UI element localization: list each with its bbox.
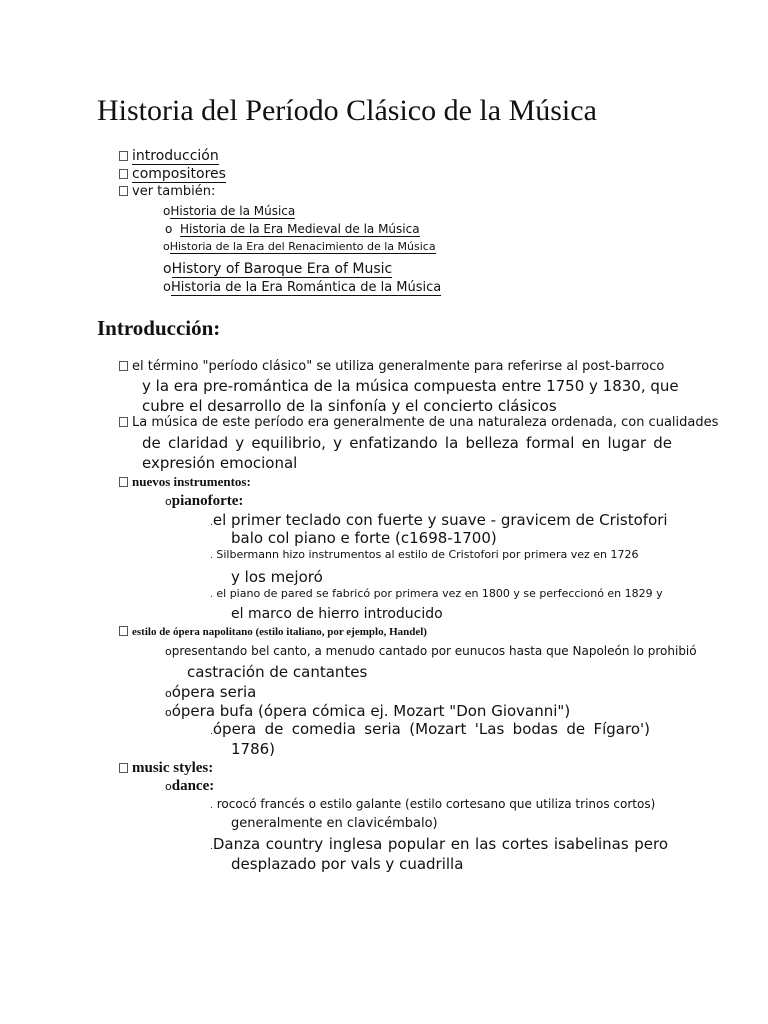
square-bullet-icon: [119, 626, 128, 636]
page-title: Historia del Período Clásico de la Música: [97, 94, 597, 127]
list-item-continuation: balo col piano e forte (c1698-1700): [231, 529, 497, 547]
see-also-link[interactable]: History of Baroque Era of Music: [171, 261, 393, 277]
list-item: .Danza country inglesa popular en las cortes isabelinas pero: [210, 835, 668, 853]
list-heading-instruments: nuevos instrumentos:: [119, 474, 251, 490]
list-heading-music-styles: music styles:: [119, 760, 213, 777]
toc-item-introduccion[interactable]: [119, 148, 219, 164]
sublist-heading-dance: odance:: [165, 778, 215, 794]
see-also-item[interactable]: [163, 240, 436, 253]
paragraph-line: y la era pre-romántica de la música compuesta entre 1750 y 1830, que: [142, 377, 679, 395]
list-item-continuation: castración de cantantes: [187, 663, 368, 681]
paragraph-line: el término "período clásico" se utiliza generalmente para referirse al post-barroco: [119, 359, 664, 374]
list-item: oópera bufa (ópera cómica ej. Mozart "Don Giovanni"): [165, 702, 571, 720]
circle-bullet-icon: o: [163, 261, 172, 277]
dot-bullet-icon: .: [210, 842, 213, 852]
list-item: .el primer teclado con fuerte y suave - gravicem de Cristofori: [210, 511, 668, 529]
circle-bullet-icon: o: [165, 222, 173, 236]
paragraph-line: La música de este período era generalmente de una naturaleza ordenada, con cualidades: [119, 415, 718, 430]
dot-bullet-icon: .: [210, 727, 213, 737]
list-item: oópera seria: [165, 683, 257, 701]
circle-bullet-icon: o: [165, 687, 172, 700]
circle-bullet-icon: o: [163, 280, 171, 295]
see-also-link[interactable]: Historia de la Era Medieval de la Música: [179, 222, 420, 236]
toc-see-also: [119, 184, 215, 199]
paragraph-line: cubre el desarrollo de la sinfonía y el concierto clásicos: [142, 397, 557, 415]
list-item-continuation: 1786): [231, 740, 276, 758]
sublist-heading-pianoforte: opianoforte:: [165, 493, 244, 509]
dot-bullet-icon: .: [210, 801, 213, 811]
toc-link-introduccion[interactable]: introducción: [132, 148, 219, 164]
circle-bullet-icon: o: [163, 240, 170, 253]
see-also-item[interactable]: [165, 222, 420, 236]
see-also-item[interactable]: [163, 204, 295, 218]
list-item-continuation: generalmente en clavicémbalo): [231, 816, 438, 831]
toc-item-compositores[interactable]: [119, 166, 226, 182]
list-item: . Silbermann hizo instrumentos al estilo de Cristofori por primera vez en 1726: [210, 548, 639, 561]
list-heading-opera: estilo de ópera napolitano (estilo italiano, por ejemplo, Handel): [119, 626, 427, 638]
list-item: .ópera de comedia seria (Mozart 'Las bodas de Fígaro'): [210, 720, 650, 738]
square-bullet-icon: [119, 417, 128, 427]
dot-bullet-icon: .: [210, 551, 213, 561]
paragraph-line: de claridad y equilibrio, y enfatizando la belleza formal en lugar de: [142, 434, 672, 452]
dot-bullet-icon: .: [210, 518, 213, 528]
list-item: . el piano de pared se fabricó por primera vez en 1800 y se perfeccionó en 1829 y: [210, 587, 663, 600]
see-also-item[interactable]: [163, 261, 392, 277]
list-item-continuation: y los mejoró: [231, 568, 323, 586]
see-also-item[interactable]: [163, 280, 441, 295]
list-item-continuation: el marco de hierro introducido: [231, 606, 443, 622]
see-also-link[interactable]: Historia de la Era del Renacimiento de la Música: [169, 240, 436, 253]
circle-bullet-icon: o: [165, 780, 172, 793]
section-heading-introduccion: Introducción:: [97, 316, 221, 340]
square-bullet-icon: [119, 361, 128, 371]
toc-link-compositores[interactable]: compositores: [132, 166, 226, 182]
circle-bullet-icon: o: [163, 204, 171, 218]
list-item-continuation: desplazado por vals y cuadrilla: [231, 855, 464, 873]
see-also-link[interactable]: Historia de la Música: [170, 204, 296, 218]
paragraph-line: expresión emocional: [142, 454, 298, 472]
circle-bullet-icon: o: [165, 645, 172, 658]
see-also-label: ver también:: [132, 184, 216, 199]
dot-bullet-icon: .: [210, 590, 213, 600]
circle-bullet-icon: o: [165, 495, 172, 508]
list-item: . rococó francés o estilo galante (estilo cortesano que utiliza trinos cortos): [210, 797, 656, 811]
square-bullet-icon: [119, 151, 128, 161]
square-bullet-icon: [119, 763, 128, 773]
square-bullet-icon: [119, 169, 128, 179]
square-bullet-icon: [119, 186, 128, 196]
circle-bullet-icon: o: [165, 706, 172, 719]
list-item: opresentando bel canto, a menudo cantado por eunucos hasta que Napoleón lo prohibió: [165, 644, 697, 658]
see-also-link[interactable]: Historia de la Era Romántica de la Música: [170, 280, 442, 295]
square-bullet-icon: [119, 477, 128, 487]
